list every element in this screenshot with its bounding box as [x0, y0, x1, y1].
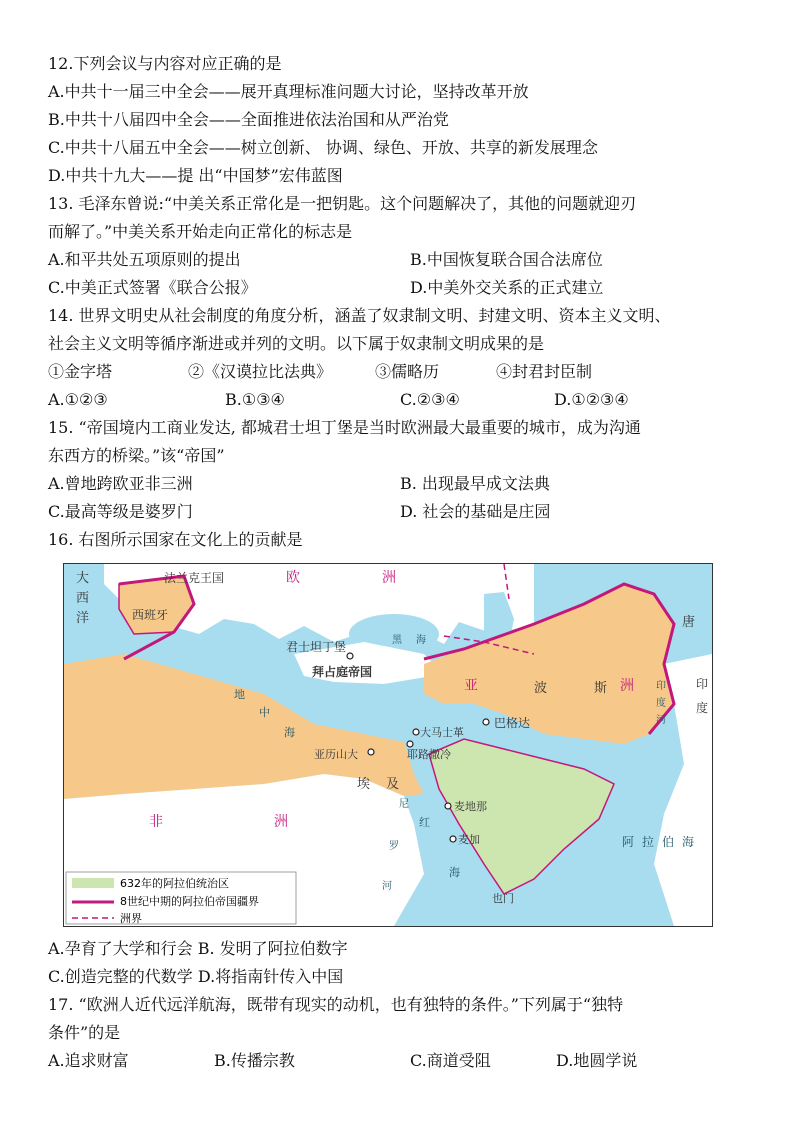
- q13-stem-line1: 13. 毛泽东曾说:“中美关系正常化是一把钥匙。这个问题解决了，其他的问题就迎刃: [48, 194, 637, 213]
- medina-label: 麦地那: [454, 800, 487, 813]
- spain-label: 西班牙: [132, 608, 169, 622]
- redsea-label-2: 海: [449, 866, 460, 879]
- persia-label-2: 斯: [594, 681, 608, 696]
- q16-options-cd: C.创造完整的代数学 D.将指南针传入中国: [48, 967, 344, 986]
- q14-item-1: ①金字塔: [48, 362, 113, 381]
- nile-label-2: 罗: [389, 841, 399, 852]
- q17-stem-line1: 17. “欧洲人近代远洋航海，既带有现实的动机，也有独特的条件。”下列属于“独特: [48, 995, 624, 1014]
- q12-option-d: D.中共十九大——提 出“中国梦”宏伟蓝图: [48, 166, 343, 185]
- europe-label-2: 洲: [382, 570, 396, 586]
- q14-option-d: D.①②③④: [554, 390, 629, 409]
- medina-dot: [445, 803, 451, 809]
- q17-option-c: C.商道受阻: [410, 1051, 491, 1070]
- q14-item-3: ③儒略历: [375, 362, 440, 381]
- africa-label-2: 洲: [274, 814, 288, 830]
- atlantic-label-1: 大: [76, 571, 90, 586]
- arab-empire-map: [63, 563, 713, 927]
- legend-arab632: 632年的阿拉伯统治区: [120, 877, 229, 890]
- indiariver-label-3: 河: [656, 715, 666, 726]
- q17-option-b: B.传播宗教: [214, 1051, 295, 1070]
- alexandria-dot: [368, 749, 374, 755]
- mecca-dot: [450, 836, 456, 842]
- atlantic-label-2: 西: [76, 591, 90, 606]
- q15-stem-line1: 15. “帝国境内工商业发达, 都城君士坦丁堡是当时欧洲最大最重要的城市，成为沟通: [48, 418, 641, 437]
- frankish-label: 法兰克王国: [164, 571, 225, 585]
- jerusalem-dot: [407, 741, 413, 747]
- med-label-2: 中: [259, 706, 270, 719]
- q14-option-c: C.②③④: [400, 390, 460, 409]
- q14-stem-line1: 14. 世界文明史从社会制度的角度分析，涵盖了奴隶制文明、封建文明、资本主义文明、: [48, 306, 671, 325]
- q12-option-a: A.中共十一届三中全会——展开真理标准问题大讨论，坚持改革开放: [48, 82, 529, 101]
- arabiansea-label-1: 阿: [622, 835, 635, 849]
- damascus-dot: [413, 729, 419, 735]
- constantinople-dot: [347, 653, 353, 659]
- europe-label-1: 欧: [286, 570, 300, 586]
- q14-item-4: ④封君封臣制: [496, 362, 593, 381]
- egypt-label-1: 埃: [357, 777, 371, 792]
- q17-option-d: D.地圆学说: [556, 1051, 638, 1070]
- baghdad-dot: [483, 719, 489, 725]
- jerusalem-label: 耶路撒冷: [407, 748, 451, 761]
- q17-stem-line2: 条件”的是: [48, 1023, 121, 1042]
- africa-label-1: 非: [149, 814, 163, 830]
- med-label-1: 地: [234, 688, 245, 701]
- q12-option-b: B.中共十八届四中全会——全面推进依法治国和从严治党: [48, 110, 449, 129]
- q14-stem-line2: 社会主义文明等循序渐进或并列的文明。以下属于奴隶制文明成果的是: [48, 334, 545, 353]
- q15-option-b: B. 出现最早成文法典: [400, 474, 550, 493]
- arabiansea-label-3: 伯: [662, 835, 675, 849]
- arabiansea-label-2: 拉: [642, 835, 655, 849]
- legend-swatch-arab632: [72, 878, 114, 888]
- blacksea-label-2: 海: [416, 635, 426, 646]
- q14-option-a: A.①②③: [48, 390, 108, 409]
- alexandria-label: 亚历山大: [314, 748, 358, 761]
- q15-stem-line2: 东西方的桥梁。”该“帝国”: [48, 446, 225, 465]
- q15-option-d: D. 社会的基础是庄园: [400, 502, 551, 521]
- q16-options-ab: A.孕育了大学和行会 B. 发明了阿拉伯数字: [48, 939, 348, 958]
- nile-label-3: 河: [382, 881, 392, 892]
- q12-stem: 12.下列会议与内容对应正确的是: [48, 54, 282, 73]
- asia-label-2: 洲: [620, 678, 634, 694]
- q16-stem: 16. 右图所示国家在文化上的贡献是: [48, 530, 303, 549]
- q13-stem-line2: 而解了。”中美关系开始走向正常化的标志是: [48, 222, 353, 241]
- tang-label: 唐: [682, 615, 696, 630]
- damascus-label: 大马士革: [420, 726, 464, 739]
- asia-label-1: 亚: [464, 678, 478, 694]
- legend-arab8c: 8世纪中期的阿拉伯帝国疆界: [120, 895, 259, 908]
- q12-option-c: C.中共十八届五中全会——树立创新、 协调、绿色、开放、共享的新发展理念: [48, 138, 598, 157]
- egypt-label-2: 及: [386, 777, 400, 792]
- yemen-label: 也门: [492, 892, 514, 905]
- blacksea-label-1: 黑: [392, 635, 402, 646]
- legend-boundary: 洲界: [120, 912, 142, 925]
- redsea-label-1: 红: [419, 816, 430, 829]
- q14-item-2: ②《汉谟拉比法典》: [188, 362, 333, 381]
- india-label-1: 印: [696, 677, 709, 691]
- q13-option-b: B.中国恢复联合国合法席位: [410, 250, 603, 269]
- persia-label-1: 波: [534, 681, 548, 696]
- q15-option-a: A.曾地跨欧亚非三洲: [48, 474, 193, 493]
- byzantine-label: 拜占庭帝国: [312, 665, 373, 679]
- indiariver-label-2: 度: [656, 698, 666, 709]
- q17-option-a: A.追求财富: [48, 1051, 129, 1070]
- constantinople-label: 君士坦丁堡: [286, 640, 347, 654]
- med-label-3: 海: [284, 726, 295, 739]
- atlantic-label-3: 洋: [76, 611, 90, 626]
- q13-option-a: A.和平共处五项原则的提出: [48, 250, 241, 269]
- q13-option-d: D.中美外交关系的正式建立: [410, 278, 604, 297]
- mecca-label: 麦加: [458, 833, 480, 846]
- q15-option-c: C.最高等级是婆罗门: [48, 502, 193, 521]
- indiariver-label-1: 印: [656, 681, 666, 692]
- map-legend: [66, 872, 296, 925]
- nile-label-1: 尼: [399, 799, 409, 810]
- arabiansea-label-4: 海: [682, 835, 695, 849]
- india-label-2: 度: [696, 701, 709, 715]
- baghdad-label: 巴格达: [494, 716, 531, 730]
- q14-option-b: B.①③④: [225, 390, 285, 409]
- q13-option-c: C.中美正式签署《联合公报》: [48, 278, 257, 297]
